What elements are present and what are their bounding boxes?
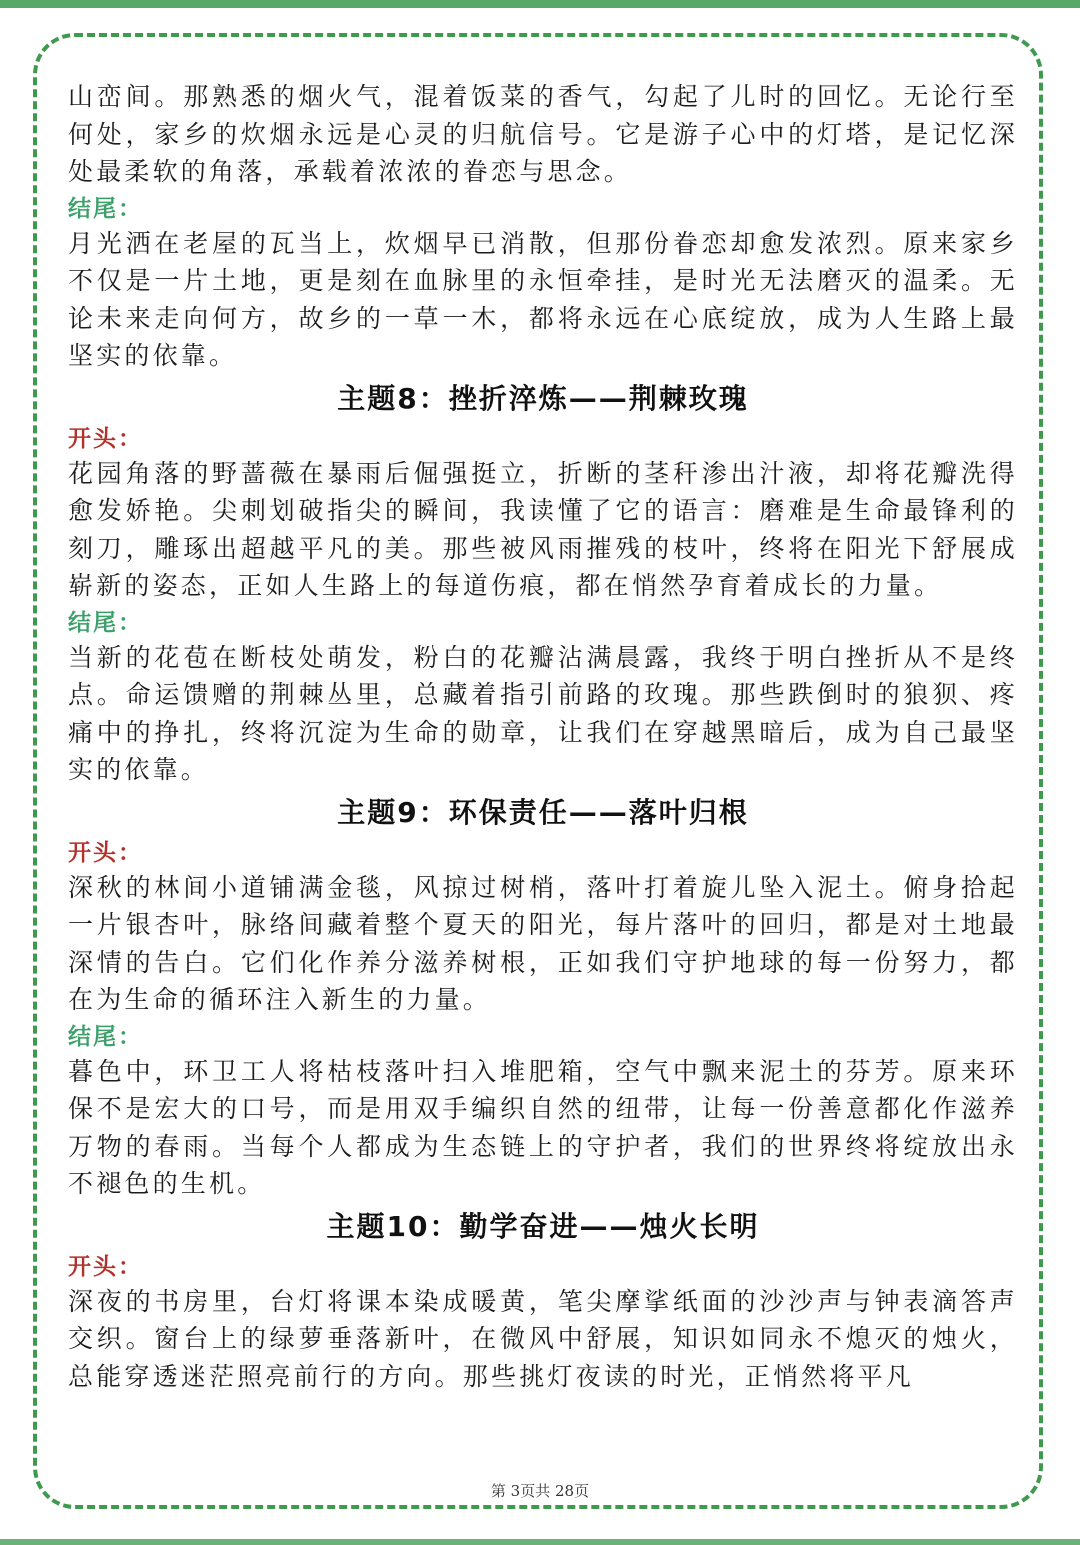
page-number-footer: 第 3页共 28页	[490, 1482, 590, 1500]
paragraph-hometown-continued: 山峦间。那熟悉的烟火气，混着饭菜的香气，勾起了儿时的回忆。无论行至何处，家乡的炊烟永远是心灵的归航信号。它是游子心中的灯塔，是记忆深处最柔软的角落，承载着浓浓的眷恋与思念。	[68, 82, 1018, 186]
section-title-theme-10: 主题10：勤学奋进——烛火长明	[326, 1209, 760, 1243]
section-title-theme-8: 主题8：挫折淬炼——荆棘玫瑰	[337, 381, 749, 415]
ending-label: 结尾：	[68, 1023, 143, 1050]
paragraph-hometown-ending: 月光洒在老屋的瓦当上，炊烟早已消散，但那份眷恋却愈发浓烈。原来家乡不仅是一片土地，更是刻在血脉里的永恒牵挂，是时光无法磨灭的温柔。无论未来走向何方，故乡的一草一木，都将永远在心底绽放，成为人生路上最坚实的依靠。	[68, 228, 1018, 370]
section-title-theme-9: 主题9：环保责任——落叶归根	[337, 795, 749, 829]
opening-label: 开头：	[68, 1253, 143, 1280]
bottom-border-strip	[0, 1539, 1080, 1545]
paragraph-theme-9-ending: 暮色中，环卫工人将枯枝落叶扫入堆肥箱，空气中飘来泥土的芬芳。原来环保不是宏大的口号，而是用双手编织自然的纽带，让每一份善意都化作滋养万物的春雨。当每个人都成为生态链上的守护者，我们的世界终将绽放出永不褪色的生机。	[68, 1056, 1018, 1198]
opening-label: 开头：	[68, 839, 143, 866]
ending-label: 结尾：	[68, 195, 143, 222]
top-border-strip	[0, 0, 1080, 8]
ending-label: 结尾：	[68, 609, 143, 636]
document-body	[68, 78, 1018, 1395]
paragraph-theme-8-ending: 当新的花苞在断枝处萌发，粉白的花瓣沾满晨露，我终于明白挫折从不是终点。命运馈赠的荆棘丛里，总藏着指引前路的玫瑰。那些跌倒时的狼狈、疼痛中的挣扎，终将沉淀为生命的勋章，让我们在穿越黑暗后，成为自己最坚实的依靠。	[68, 642, 1018, 784]
paragraph-theme-9-opening: 深秋的林间小道铺满金毯，风掠过树梢，落叶打着旋儿坠入泥土。俯身拾起一片银杏叶，脉络间藏着整个夏天的阳光，每片落叶的回归，都是对土地最深情的告白。它们化作养分滋养树根，正如我们守护地球的每一份努力，都在为生命的循环注入新生的力量。	[68, 872, 1018, 1014]
paragraph-theme-10-opening: 深夜的书房里，台灯将课本染成暖黄，笔尖摩挲纸面的沙沙声与钟表滴答声交织。窗台上的绿萝垂落新叶，在微风中舒展，知识如同永不熄灭的烛火，总能穿透迷茫照亮前行的方向。那些挑灯夜读的时光，正悄然将平凡	[68, 1286, 1018, 1391]
paragraph-theme-8-opening: 花园角落的野蔷薇在暴雨后倔强挺立，折断的茎秆渗出汁液，却将花瓣洗得愈发娇艳。尖刺划破指尖的瞬间，我读懂了它的语言：磨难是生命最锋利的刻刀，雕琢出超越平凡的美。那些被风雨摧残的枝叶，终将在阳光下舒展成崭新的姿态，正如人生路上的每道伤痕，都在悄然孕育着成长的力量。	[68, 458, 1018, 600]
opening-label: 开头：	[68, 425, 143, 452]
